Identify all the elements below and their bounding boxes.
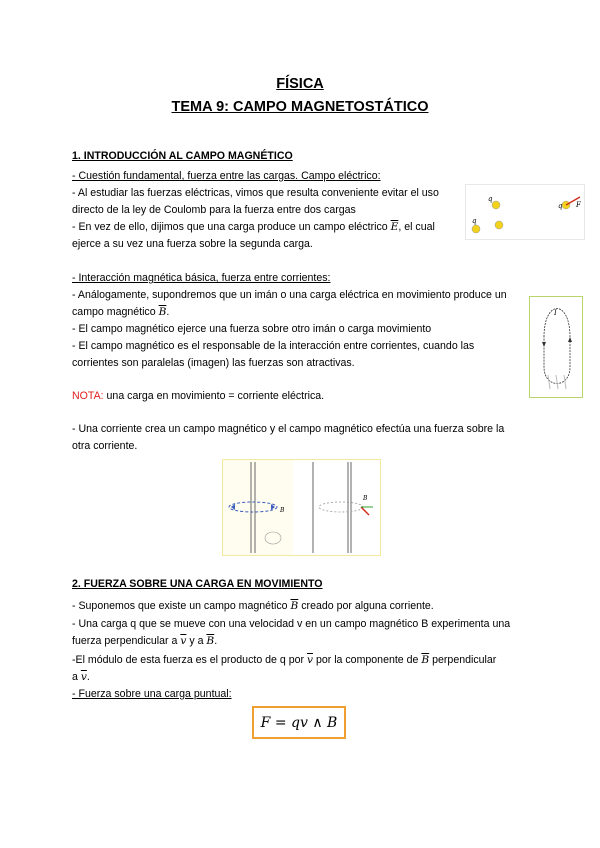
paragraph-line: ejerce a su vez una fuerza sobre la segunda carga. bbox=[72, 238, 313, 250]
charge-label: q bbox=[558, 202, 563, 210]
paragraph-line: - Análogamente, supondremos que un imán o una carga eléctrica en movimiento produce un bbox=[72, 289, 507, 301]
note-label: NOTA: bbox=[72, 390, 104, 402]
paragraph-line: otra corriente. bbox=[72, 440, 138, 452]
text-span: fuerza perpendicular a bbox=[72, 635, 178, 647]
text-span: y a bbox=[189, 635, 204, 647]
paragraph-line: - Una corriente crea un campo magnético y el campo magnético efectúa una fuerza sobre la bbox=[72, 423, 505, 435]
lorentz-formula: F = qv ∧ B bbox=[252, 706, 346, 739]
text-span: por la componente de bbox=[315, 654, 419, 666]
field-label: B bbox=[363, 495, 368, 502]
vector-E: $\overline{E}$ bbox=[390, 221, 399, 233]
current-label: I bbox=[554, 309, 557, 317]
paragraph-line bbox=[72, 633, 217, 650]
charge-label: q bbox=[472, 217, 477, 225]
text-span: - Suponemos que existe un campo magnético bbox=[72, 600, 288, 612]
page-title: FÍSICA bbox=[276, 76, 324, 92]
vector-B: $\overline{B}$ bbox=[158, 306, 167, 318]
text-span: -El módulo de esta fuerza es el producto de q por bbox=[72, 654, 305, 666]
paragraph-line: - El campo magnético ejerce una fuerza sobre otro imán o carga movimiento bbox=[72, 323, 432, 335]
charges-diagram bbox=[466, 185, 584, 239]
paragraph-line bbox=[72, 669, 90, 686]
page-subtitle: TEMA 9: CAMPO MAGNETOSTÁTICO bbox=[171, 99, 429, 115]
text-span: , el cual bbox=[398, 221, 435, 233]
vector-B: $\overline{B}$ bbox=[421, 654, 430, 666]
paragraph-line bbox=[72, 652, 496, 669]
vector-v: $\overline{v}$ bbox=[306, 654, 313, 666]
text-span: creado por alguna corriente. bbox=[301, 600, 434, 612]
section1-subheading-2: - Interacción magnética básica, fuerza entre corrientes: bbox=[72, 272, 331, 284]
text-span: . bbox=[86, 671, 90, 683]
figure-parallel-wires bbox=[222, 459, 381, 556]
current-loop-diagram bbox=[530, 297, 582, 397]
paragraph-line: corrientes son paralelas (imagen) las fuerzas son atractivas. bbox=[72, 357, 355, 369]
text-span: perpendicular bbox=[432, 654, 497, 666]
figure-charges bbox=[465, 184, 585, 240]
paragraph-line bbox=[72, 598, 434, 615]
vector-v: $\overline{v}$ bbox=[80, 671, 87, 683]
figure-current-loop bbox=[529, 296, 583, 398]
paragraph-line: - El campo magnético es el responsable de la interacción entre corrientes, cuando las bbox=[72, 340, 475, 352]
parallel-wires-diagram bbox=[223, 460, 380, 555]
charge-label: q bbox=[488, 195, 493, 203]
text-span: a bbox=[72, 671, 78, 683]
paragraph-line: directo de la ley de Coulomb para la fuerza entre dos cargas bbox=[72, 204, 356, 216]
note-text: una carga en movimiento = corriente eléctrica. bbox=[103, 390, 325, 402]
section1-heading: 1. INTRODUCCIÓN AL CAMPO MAGNÉTICO bbox=[72, 150, 293, 162]
section2-heading: 2. FUERZA SOBRE UNA CARGA EN MOVIMIENTO bbox=[72, 578, 323, 590]
vector-v: $\overline{v}$ bbox=[180, 635, 187, 647]
section1-subheading-1: - Cuestión fundamental, fuerza entre las cargas. Campo eléctrico: bbox=[72, 170, 381, 182]
text-span: . bbox=[214, 635, 218, 647]
field-label: B bbox=[280, 507, 285, 514]
note bbox=[72, 388, 324, 405]
paragraph-line: - Al estudiar las fuerzas eléctricas, vimos que resulta conveniente evitar el uso bbox=[72, 187, 439, 199]
paragraph-line bbox=[72, 304, 169, 321]
section2-subheading: - Fuerza sobre una carga puntual: bbox=[72, 688, 232, 700]
paragraph-line: - Una carga q que se mueve con una velocidad v en un campo magnético B experimenta una bbox=[72, 618, 511, 630]
text-span: - En vez de ello, dijimos que una carga produce un campo eléctrico bbox=[72, 221, 388, 233]
paragraph-line bbox=[72, 219, 435, 236]
force-label: F bbox=[576, 201, 581, 209]
vector-B: $\overline{B}$ bbox=[290, 600, 299, 612]
text-span: . bbox=[166, 306, 170, 318]
text-span: campo magnético bbox=[72, 306, 156, 318]
vector-B: $\overline{B}$ bbox=[206, 635, 215, 647]
